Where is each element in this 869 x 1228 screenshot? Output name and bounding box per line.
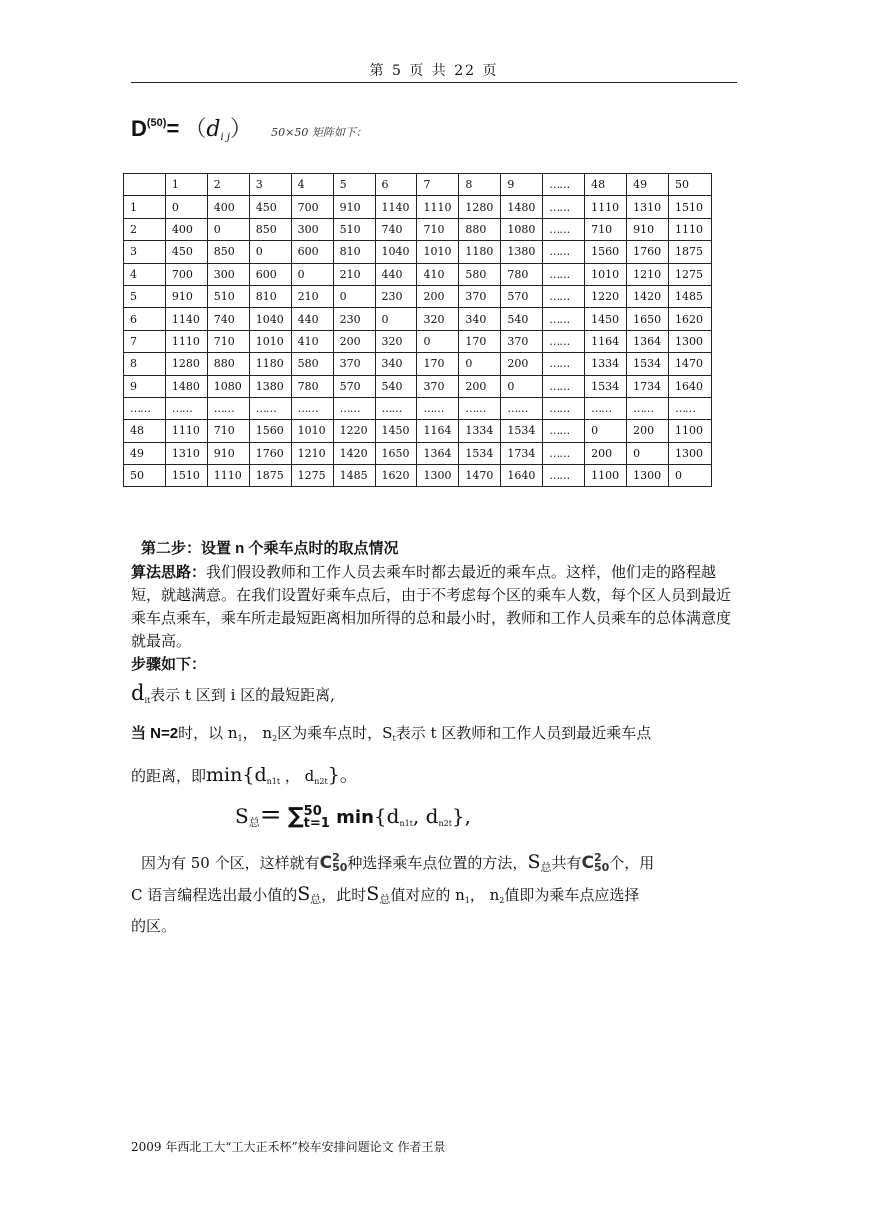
table-cell: 49 <box>627 174 669 196</box>
table-cell: 5 <box>333 174 375 196</box>
table-cell: …… <box>207 397 249 419</box>
conclusion-t3: 共有 <box>551 854 582 872</box>
table-cell: 1040 <box>375 241 417 263</box>
table-cell: 7 <box>124 330 166 352</box>
table-cell: 200 <box>333 330 375 352</box>
table-row <box>124 330 712 352</box>
table-cell: 6 <box>124 308 166 330</box>
table-cell: 1110 <box>585 196 627 218</box>
conclusion-t6: ，此时 <box>321 886 367 904</box>
table-cell: 1164 <box>417 420 459 442</box>
conclusion-t7: 值对应的 n <box>390 886 465 904</box>
table-cell: 1110 <box>207 465 249 487</box>
table-cell: 370 <box>417 375 459 397</box>
table-cell: 1334 <box>459 420 501 442</box>
algorithm-label: 算法思路： <box>131 564 207 581</box>
table-cell: 1760 <box>627 241 669 263</box>
table-cell: 8 <box>124 353 166 375</box>
table-row <box>124 196 712 218</box>
table-cell: 230 <box>375 285 417 307</box>
table-cell: 910 <box>165 285 207 307</box>
table-cell: 300 <box>291 218 333 240</box>
table-cell: 4 <box>291 174 333 196</box>
table-cell: 1210 <box>291 442 333 464</box>
conclusion-S1-sub: 总 <box>540 861 552 874</box>
table-cell: 0 <box>207 218 249 240</box>
table-cell: 1450 <box>585 308 627 330</box>
table-cell: 1 <box>124 196 166 218</box>
table-cell: 1110 <box>165 330 207 352</box>
table-cell: …… <box>375 397 417 419</box>
table-row <box>124 308 712 330</box>
conclusion-S1: S <box>527 851 541 873</box>
table-cell: 1334 <box>585 353 627 375</box>
table-cell: 210 <box>333 263 375 285</box>
dit-text: 表示 t 区到 i 区的最短距离, <box>150 686 335 704</box>
table-cell: 1534 <box>627 353 669 375</box>
n2-text3: 区为乘车点时，S <box>277 724 393 742</box>
table-cell: 0 <box>333 285 375 307</box>
table-cell: 1534 <box>585 375 627 397</box>
table-cell: 1100 <box>585 465 627 487</box>
table-cell: 300 <box>207 263 249 285</box>
table-cell: …… <box>585 397 627 419</box>
table-cell: 1480 <box>165 375 207 397</box>
combination-2 <box>581 853 609 873</box>
table-cell: 570 <box>501 285 543 307</box>
table-cell: 1010 <box>249 330 291 352</box>
table-cell: 540 <box>375 375 417 397</box>
table-cell: 1140 <box>165 308 207 330</box>
table-cell: …… <box>627 397 669 419</box>
table-row <box>124 375 712 397</box>
table-cell: 1620 <box>375 465 417 487</box>
table-cell: 810 <box>333 241 375 263</box>
table-cell: 50 <box>124 465 166 487</box>
table-cell: 340 <box>375 353 417 375</box>
table-cell: 3 <box>249 174 291 196</box>
table-cell: …… <box>543 330 585 352</box>
table-cell: 0 <box>165 196 207 218</box>
conclusion-t2: 种选择乘车点位置的方法， <box>347 854 528 872</box>
table-cell: 1875 <box>249 465 291 487</box>
table-cell: 1310 <box>165 442 207 464</box>
steps-label: 步骤如下： <box>131 656 207 673</box>
table-cell: 2 <box>207 174 249 196</box>
comb2-sup: 2 <box>593 851 602 864</box>
table-cell: 200 <box>585 442 627 464</box>
table-cell: 48 <box>585 174 627 196</box>
table-cell: 1100 <box>669 420 712 442</box>
table-cell: 50 <box>669 174 712 196</box>
table-cell: 540 <box>501 308 543 330</box>
table-cell: 1485 <box>333 465 375 487</box>
conclusion-t1: 因为有 50 个区，这样就有 <box>141 854 320 872</box>
formula-limits <box>303 803 330 831</box>
matrix-open-paren: （ <box>184 117 207 142</box>
table-cell: 340 <box>459 308 501 330</box>
table-cell: 1380 <box>249 375 291 397</box>
table-cell: 1470 <box>669 353 712 375</box>
table-cell: 1420 <box>627 285 669 307</box>
table-cell: 1110 <box>669 218 712 240</box>
table-cell: 0 <box>249 241 291 263</box>
table-cell: 410 <box>417 263 459 285</box>
dist-text3: ， d <box>280 767 315 785</box>
dist-sub1: n1t <box>266 777 281 786</box>
table-cell: …… <box>124 397 166 419</box>
table-cell: 1220 <box>333 420 375 442</box>
n2-sub1: 1 <box>237 734 243 743</box>
table-cell: 6 <box>375 174 417 196</box>
table-cell: 710 <box>207 330 249 352</box>
conclusion-S3: S <box>366 883 380 905</box>
table-cell: 700 <box>291 196 333 218</box>
formula-sub1: n1t <box>399 819 413 828</box>
table-cell: 200 <box>627 420 669 442</box>
table-cell: 1280 <box>459 196 501 218</box>
table-cell: 1 <box>165 174 207 196</box>
table-cell: 1110 <box>417 196 459 218</box>
table-row <box>124 241 712 263</box>
table-cell: 1510 <box>165 465 207 487</box>
table-cell: 400 <box>207 196 249 218</box>
comb2-scripts <box>594 853 609 873</box>
table-cell: 1310 <box>627 196 669 218</box>
table-cell: 49 <box>124 442 166 464</box>
table-cell: 1220 <box>585 285 627 307</box>
n2-bold: 当 N=2 <box>131 725 179 742</box>
comb1-sup: 2 <box>332 851 340 864</box>
table-cell: 200 <box>459 375 501 397</box>
conclusion-t4: 个，用 <box>609 854 655 872</box>
dist-text1: 的距离，即 <box>131 767 207 785</box>
table-cell: …… <box>543 218 585 240</box>
table-row <box>124 218 712 240</box>
formula-S-sub: 总 <box>248 816 260 829</box>
algorithm-paragraph <box>131 561 739 653</box>
table-cell: 410 <box>291 330 333 352</box>
table-cell: 880 <box>207 353 249 375</box>
table-cell: 210 <box>291 285 333 307</box>
combination-1 <box>320 853 348 873</box>
table-cell: …… <box>249 397 291 419</box>
table-cell: 8 <box>459 174 501 196</box>
table-cell: …… <box>543 263 585 285</box>
table-cell: 850 <box>207 241 249 263</box>
table-cell: 9 <box>124 375 166 397</box>
comb2-C: C <box>581 853 594 873</box>
table-cell: …… <box>543 174 585 196</box>
dist-min: min <box>206 764 243 786</box>
table-cell: …… <box>291 397 333 419</box>
table-cell: 1300 <box>417 465 459 487</box>
matrix-symbol: D <box>131 116 147 141</box>
table-cell: 1734 <box>501 442 543 464</box>
table-cell: 48 <box>124 420 166 442</box>
table-cell: 0 <box>291 263 333 285</box>
conclusion-n2-sub: 2 <box>499 896 505 905</box>
total-distance-formula <box>235 800 471 830</box>
table-cell: 0 <box>627 442 669 464</box>
table-cell: …… <box>501 397 543 419</box>
table-cell: 1275 <box>291 465 333 487</box>
table-cell: 600 <box>249 263 291 285</box>
table-cell: 9 <box>501 174 543 196</box>
min-distance-line <box>131 764 739 793</box>
table-cell: …… <box>417 397 459 419</box>
table-cell: 910 <box>333 196 375 218</box>
conclusion-S2-sub: 总 <box>310 893 322 906</box>
table-cell: 850 <box>249 218 291 240</box>
table-cell: 510 <box>207 285 249 307</box>
table-cell: 200 <box>417 285 459 307</box>
table-cell: 2 <box>124 218 166 240</box>
n2-sub3: t <box>392 734 396 743</box>
table-cell: …… <box>543 375 585 397</box>
matrix-note: 50×50 矩阵如下： <box>271 126 367 139</box>
table-cell: 1734 <box>627 375 669 397</box>
table-cell: 450 <box>249 196 291 218</box>
table-cell: 700 <box>165 263 207 285</box>
table-cell: 780 <box>501 263 543 285</box>
table-cell: 1450 <box>375 420 417 442</box>
formula-body2: , d <box>412 804 439 828</box>
table-cell: 1510 <box>669 196 712 218</box>
table-cell: 1080 <box>207 375 249 397</box>
formula-sub2: n2t <box>438 819 452 828</box>
conclusion-t5: C 语言编程选出最小值的 <box>131 886 298 904</box>
table-cell: …… <box>333 397 375 419</box>
table-cell: 510 <box>333 218 375 240</box>
n2-text4: 表示 t 区教师和工作人员到最近乘车点 <box>395 724 652 742</box>
table-cell: 370 <box>333 353 375 375</box>
dist-sub2: n2t <box>314 777 328 786</box>
dit-sub: it <box>144 696 151 705</box>
table-cell: 1364 <box>417 442 459 464</box>
table-row <box>124 442 712 464</box>
formula-lower: t=1 <box>303 815 330 831</box>
table-row <box>124 263 712 285</box>
distance-matrix-table <box>123 173 712 487</box>
table-cell: 200 <box>501 353 543 375</box>
table-row <box>124 285 712 307</box>
comb1-scripts <box>332 853 347 873</box>
table-row <box>124 465 712 487</box>
step2-heading: 第二步：设置 n 个乘车点时的取点情况 <box>141 540 399 557</box>
table-cell: 1364 <box>627 330 669 352</box>
table-cell: 1010 <box>585 263 627 285</box>
table-cell: 1650 <box>375 442 417 464</box>
table-cell: 1140 <box>375 196 417 218</box>
table-row <box>124 353 712 375</box>
table-cell: 580 <box>291 353 333 375</box>
table-row <box>124 397 712 419</box>
table-cell: 580 <box>459 263 501 285</box>
table-cell: 710 <box>207 420 249 442</box>
table-cell: 1380 <box>501 241 543 263</box>
table-cell: 1620 <box>669 308 712 330</box>
table-cell: 370 <box>459 285 501 307</box>
table-cell: 1164 <box>585 330 627 352</box>
table-cell: 5 <box>124 285 166 307</box>
algorithm-text: 我们假设教师和工作人员去乘车时都去最近的乘车点。这样，他们走的路程越短，就越满意。在我们设置好乘车点后，由于不考虑每个区的乘车人数，每个区人员到最近乘车点乘车，乘车所走最短距离相加所得的总和最小时，教师和工作人员乘车的总体满意度就最高。 <box>131 563 732 650</box>
table-cell: 0 <box>459 353 501 375</box>
table-cell: 1470 <box>459 465 501 487</box>
table-cell: 1180 <box>459 241 501 263</box>
formula-body1: {d <box>373 804 400 828</box>
conclusion-t9: 值即为乘车点应选择 <box>504 886 640 904</box>
dist-text2: {d <box>242 764 267 786</box>
table-cell: …… <box>543 465 585 487</box>
table-cell: 170 <box>459 330 501 352</box>
table-cell: 1560 <box>249 420 291 442</box>
table-cell: 600 <box>291 241 333 263</box>
table-cell: 1875 <box>669 241 712 263</box>
table-cell: 0 <box>417 330 459 352</box>
table-cell: 910 <box>207 442 249 464</box>
formula-sum: ∑ <box>287 804 304 829</box>
table-cell: 170 <box>417 353 459 375</box>
page-footer: 2009 年西北工大“工大正禾杯”校车安排问题论文 作者王景 <box>131 1140 446 1154</box>
table-cell: …… <box>543 353 585 375</box>
table-cell: 1180 <box>249 353 291 375</box>
dit-symbol: d <box>131 681 145 705</box>
table-cell: 7 <box>417 174 459 196</box>
table-cell: 1010 <box>417 241 459 263</box>
table-cell: 3 <box>124 241 166 263</box>
table-cell: 880 <box>459 218 501 240</box>
comb1-sub: 50 <box>332 861 348 874</box>
table-cell: 1640 <box>669 375 712 397</box>
table-cell: 0 <box>375 308 417 330</box>
matrix-element-sub: i j <box>220 132 230 143</box>
dist-text4: }。 <box>327 764 359 786</box>
matrix-title <box>131 112 367 152</box>
table-cell: 1280 <box>165 353 207 375</box>
table-cell: 0 <box>585 420 627 442</box>
n2-text2: ， n <box>242 724 273 742</box>
n2-paragraph <box>131 722 739 750</box>
page-header: 第 5 页 共 22 页 <box>131 60 737 83</box>
table-cell <box>124 174 166 196</box>
table-cell: 1480 <box>501 196 543 218</box>
conclusion-S3-sub: 总 <box>379 893 391 906</box>
table-cell: …… <box>543 241 585 263</box>
table-cell: 1534 <box>459 442 501 464</box>
table-cell: 740 <box>375 218 417 240</box>
table-cell: 910 <box>627 218 669 240</box>
table-cell: 1040 <box>249 308 291 330</box>
table-cell: 4 <box>124 263 166 285</box>
table-cell: 0 <box>669 465 712 487</box>
matrix-element: d <box>206 117 221 142</box>
formula-min: min <box>336 807 374 828</box>
table-cell: 1300 <box>627 465 669 487</box>
table-cell: 780 <box>291 375 333 397</box>
table-cell: 1210 <box>627 263 669 285</box>
formula-upper: 50 <box>303 803 322 819</box>
table-cell: 230 <box>333 308 375 330</box>
table-cell: …… <box>459 397 501 419</box>
table-cell: 450 <box>165 241 207 263</box>
conclusion-t8: ， n <box>469 886 500 904</box>
formula-S: S <box>235 804 249 828</box>
comb2-sub: 50 <box>593 861 610 874</box>
table-cell: …… <box>165 397 207 419</box>
table-cell: 1110 <box>165 420 207 442</box>
table-cell: 320 <box>375 330 417 352</box>
table-cell: 1275 <box>669 263 712 285</box>
n2-sub2: 2 <box>272 734 278 743</box>
table-header-row <box>124 174 712 196</box>
table-cell: 1420 <box>333 442 375 464</box>
conclusion-line3: 的区。 <box>131 917 177 935</box>
table-cell: 740 <box>207 308 249 330</box>
table-cell: 440 <box>375 263 417 285</box>
table-cell: 1300 <box>669 330 712 352</box>
table-cell: …… <box>543 420 585 442</box>
table-cell: 0 <box>501 375 543 397</box>
table-cell: 810 <box>249 285 291 307</box>
comb1-C: C <box>319 853 333 873</box>
table-cell: 1560 <box>585 241 627 263</box>
table-cell: 1485 <box>669 285 712 307</box>
table-cell: 1300 <box>669 442 712 464</box>
table-cell: …… <box>543 442 585 464</box>
n2-text1: 时，以 n <box>178 724 238 742</box>
conclusion-n1-sub: 1 <box>464 896 470 905</box>
formula-eq: = <box>259 800 282 830</box>
table-cell: …… <box>543 308 585 330</box>
table-cell: …… <box>543 196 585 218</box>
table-cell: 320 <box>417 308 459 330</box>
matrix-superscript: (50) <box>146 117 167 129</box>
table-cell: 1080 <box>501 218 543 240</box>
table-cell: 1760 <box>249 442 291 464</box>
table-cell: 1640 <box>501 465 543 487</box>
table-cell: 1010 <box>291 420 333 442</box>
table-cell: …… <box>543 285 585 307</box>
formula-body3: }, <box>451 804 472 828</box>
table-cell: 570 <box>333 375 375 397</box>
table-cell: …… <box>543 397 585 419</box>
table-cell: 710 <box>417 218 459 240</box>
table-cell: 710 <box>585 218 627 240</box>
table-cell: 440 <box>291 308 333 330</box>
table-cell: 400 <box>165 218 207 240</box>
table-cell: 1650 <box>627 308 669 330</box>
matrix-equals: = <box>166 116 180 141</box>
table-cell: 370 <box>501 330 543 352</box>
table-cell: …… <box>669 397 712 419</box>
table-row <box>124 420 712 442</box>
conclusion-S2: S <box>297 883 311 905</box>
table-cell: 1534 <box>501 420 543 442</box>
matrix-close-paren: ） <box>230 117 253 142</box>
dit-definition <box>131 682 739 712</box>
